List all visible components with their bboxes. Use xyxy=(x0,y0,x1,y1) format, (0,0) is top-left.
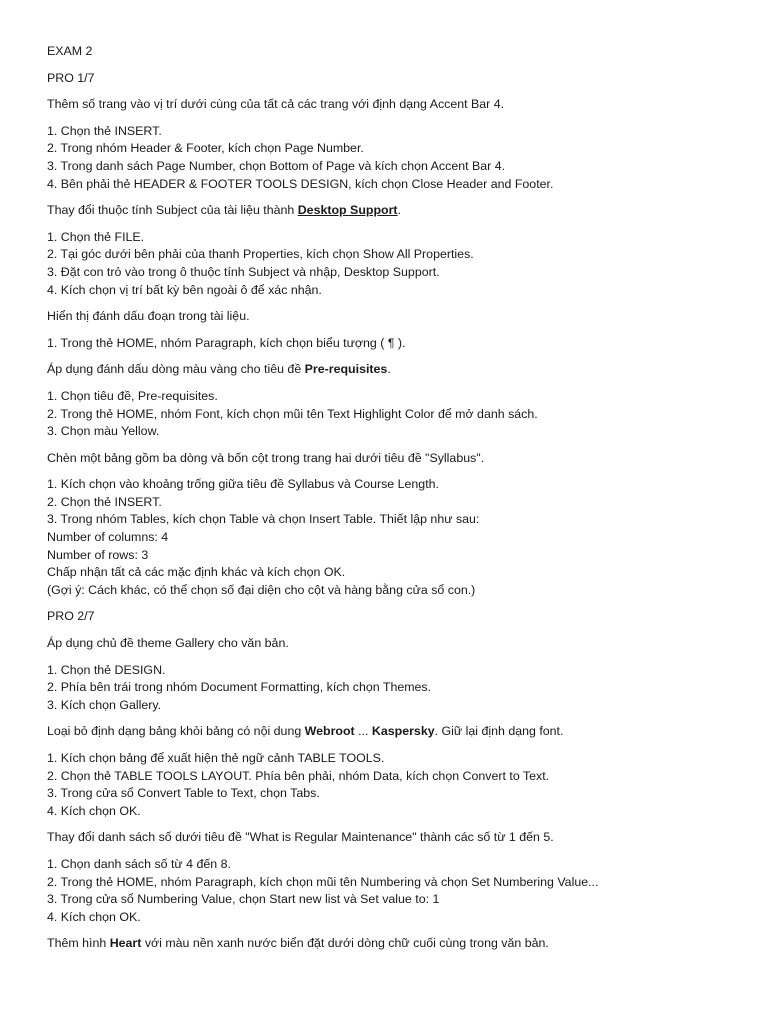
step-line: 3. Trong nhóm Tables, kích chọn Table và chọn Insert Table. Thiết lập như sau: xyxy=(47,512,480,527)
step-line: Number of columns: 4 xyxy=(47,530,169,545)
task-9-text: Thêm hình xyxy=(47,936,110,951)
task-5-steps xyxy=(47,476,748,599)
task-2-text: Thay đổi thuộc tính Subject của tài liệu thành xyxy=(47,203,298,218)
task-3-steps xyxy=(47,335,748,353)
step-line: 1. Kích chọn vào khoảng trống giữa tiêu đề Syllabus và Course Length. xyxy=(47,477,439,492)
step-line: 3. Chọn màu Yellow. xyxy=(47,424,160,439)
task-7-title xyxy=(47,723,748,741)
step-line: 2. Trong thẻ HOME, nhóm Paragraph, kích chọn mũi tên Numbering và chọn Set Numbering Value... xyxy=(47,874,599,889)
task-7-bold-term-2: Kaspersky xyxy=(371,724,435,739)
step-line: 3. Kích chọn Gallery. xyxy=(47,697,162,712)
task-5-title: Chèn một bảng gồm ba dòng và bốn cột trong trang hai dưới tiêu đề "Syllabus". xyxy=(47,450,485,465)
task-4-text: Áp dụng đánh dấu dòng màu vàng cho tiêu đề xyxy=(47,362,305,377)
step-line: 2. Phía bên trái trong nhóm Document Formatting, kích chọn Themes. xyxy=(47,680,432,695)
step-line: 4. Kích chọn OK. xyxy=(47,909,141,924)
step-line: 4. Bên phải thẻ HEADER & FOOTER TOOLS DESIGN, kích chọn Close Header and Footer. xyxy=(47,176,554,191)
step-line: 1. Kích chọn bảng để xuất hiện thẻ ngữ cảnh TABLE TOOLS. xyxy=(47,751,385,765)
task-9-bold-term: Heart xyxy=(109,936,142,951)
step-line: 1. Chọn thẻ FILE. xyxy=(47,229,145,244)
step-line: 4. Kích chọn vị trí bất kỳ bên ngoài ô để xác nhận. xyxy=(47,282,322,297)
pro-2-label: PRO 2/7 xyxy=(47,609,95,624)
step-line: 1. Chọn tiêu đề, Pre-requisites. xyxy=(47,388,218,403)
step-line: 1. Chọn danh sách số từ 4 đến 8. xyxy=(47,856,231,871)
task-7-steps xyxy=(47,750,748,820)
step-line: 1. Chọn thẻ DESIGN. xyxy=(47,662,166,677)
task-6-steps xyxy=(47,662,748,715)
task-8-title: Thay đổi danh sách số dưới tiêu đề "What is Regular Maintenance" thành các số từ 1 đến 5. xyxy=(47,830,554,845)
task-2-end: . xyxy=(397,203,402,218)
step-line: 2. Trong thẻ HOME, nhóm Font, kích chọn mũi tên Text Highlight Color để mở danh sách. xyxy=(47,406,538,421)
task-8-steps xyxy=(47,856,748,926)
step-line: 4. Kích chọn OK. xyxy=(47,803,141,818)
task-2-bold-term: Desktop Support xyxy=(297,203,398,218)
task-3-title: Hiển thị đánh dấu đoạn trong tài liệu. xyxy=(47,309,250,324)
pro-1-label: PRO 1/7 xyxy=(47,70,95,85)
step-line: Chấp nhận tất cả các mặc định khác và kích chọn OK. xyxy=(47,565,346,580)
task-4-steps xyxy=(47,388,748,441)
task-9-title xyxy=(47,935,748,953)
step-line: 3. Trong cửa sổ Convert Table to Text, chọn Tabs. xyxy=(47,786,320,801)
step-line: 2. Chọn thẻ INSERT. xyxy=(47,494,162,509)
step-line: 3. Trong danh sách Page Number, chọn Bottom of Page và kích chọn Accent Bar 4. xyxy=(47,158,506,173)
exam-heading: EXAM 2 xyxy=(47,44,93,58)
task-6-title: Áp dụng chủ đề theme Gallery cho văn bản. xyxy=(47,636,289,651)
task-7-bold-term-1: Webroot xyxy=(304,724,355,739)
step-line: 2. Trong nhóm Header & Footer, kích chọn Page Number. xyxy=(47,141,364,156)
step-line: 1. Chọn thẻ INSERT. xyxy=(47,123,162,138)
task-4-title xyxy=(47,361,748,379)
task-2-steps xyxy=(47,229,748,299)
step-line: 1. Trong thẻ HOME, nhóm Paragraph, kích chọn biểu tượng ( ¶ ). xyxy=(47,335,406,350)
task-1-title: Thêm số trang vào vị trí dưới cùng của tất cả các trang với định dạng Accent Bar 4. xyxy=(47,97,505,112)
task-7-ellipsis: ... xyxy=(354,724,372,739)
task-2-title xyxy=(47,202,748,220)
step-line: Number of rows: 3 xyxy=(47,547,149,562)
task-7-end: . Giữ lại định dạng font. xyxy=(434,724,564,739)
task-4-end: . xyxy=(387,362,391,377)
step-line: 2. Chọn thẻ TABLE TOOLS LAYOUT. Phía bên phải, nhóm Data, kích chọn Convert to Text. xyxy=(47,768,550,783)
task-4-bold-term: Pre-requisites xyxy=(304,362,388,377)
task-9-end: với màu nền xanh nước biển đặt dưới dòng chữ cuối cùng trong văn bản. xyxy=(141,936,549,951)
step-line: 3. Đặt con trỏ vào trong ô thuộc tính Subject và nhập, Desktop Support. xyxy=(47,264,440,279)
task-1-steps xyxy=(47,123,748,193)
step-line: 2. Tại góc dưới bên phải của thanh Properties, kích chọn Show All Properties. xyxy=(47,247,474,262)
task-7-text: Loại bỏ định dạng bảng khỏi bảng có nội dung xyxy=(47,724,305,739)
step-line: (Gợi ý: Cách khác, có thể chọn số đại diện cho cột và hàng bằng cửa sổ con.) xyxy=(47,582,476,597)
step-line: 3. Trong cửa sổ Numbering Value, chọn Start new list và Set value to: 1 xyxy=(47,892,440,907)
